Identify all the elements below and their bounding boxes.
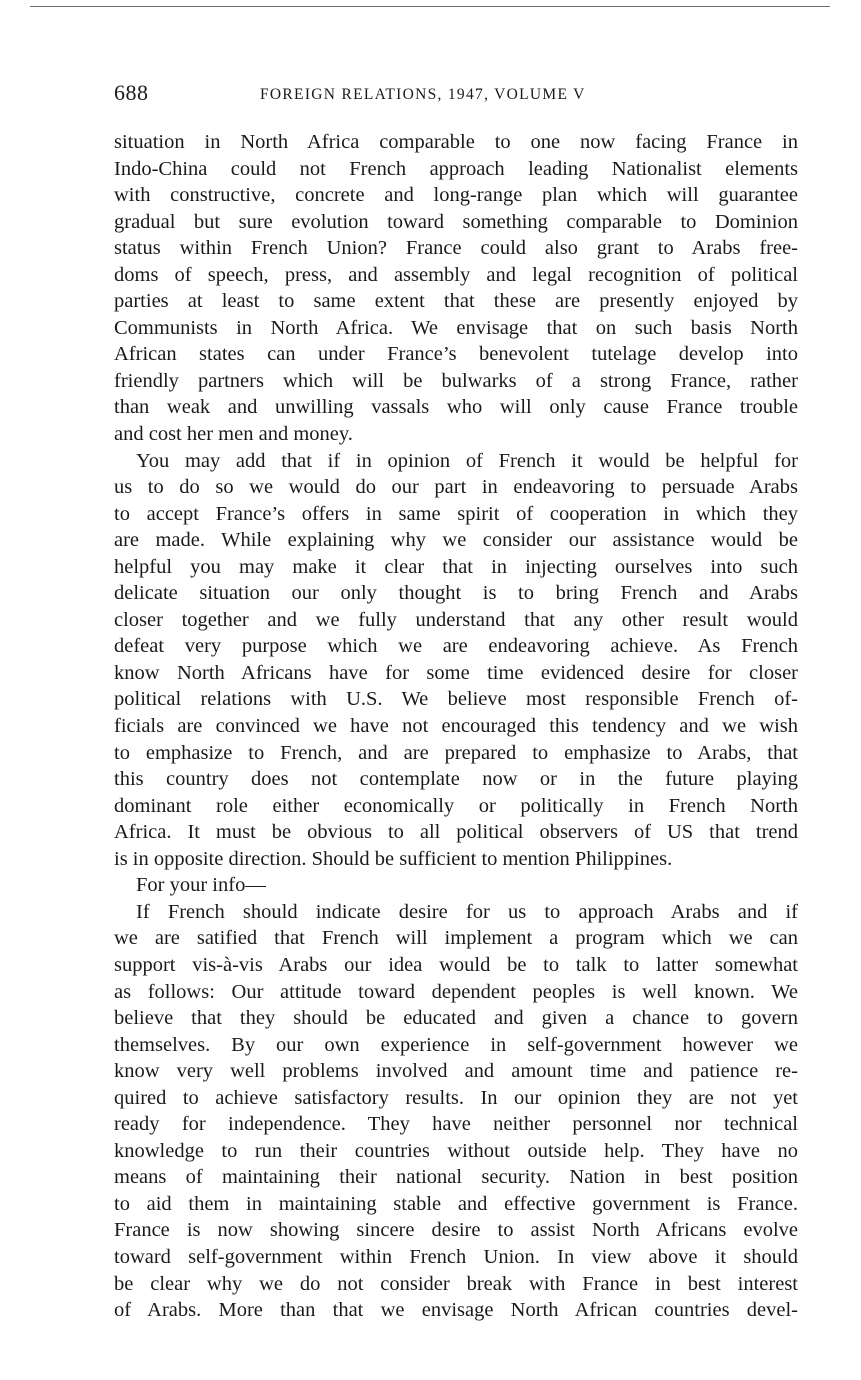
text-line: us to do so we would do our part in endeavoring to persuade Arabs	[114, 476, 798, 499]
text-line: as follows: Our attitude toward dependent peoples is well known. We	[114, 980, 798, 1003]
text-line: themselves. By our own experience in self-government however we	[114, 1033, 798, 1056]
text-line: Indo-China could not French approach leading Nationalist elements	[114, 157, 798, 180]
text-line: helpful you may make it clear that in injecting ourselves into such	[114, 555, 798, 578]
text-line: toward self-government within French Union. In view above it should	[114, 1245, 798, 1268]
top-rule	[30, 6, 830, 7]
text-line: political relations with U.S. We believe most responsible French of-	[114, 688, 798, 711]
text-line: means of maintaining their national security. Nation in best position	[114, 1166, 798, 1189]
text-line: to emphasize to French, and are prepared to emphasize to Arabs, that	[114, 741, 798, 764]
text-line: Communists in North Africa. We envisage that on such basis North	[114, 316, 798, 339]
page-number: 688	[114, 80, 149, 105]
text-line: believe that they should be educated and given a chance to govern	[114, 1007, 798, 1030]
text-line: African states can under France’s benevolent tutelage develop into	[114, 343, 798, 366]
text-line: friendly partners which will be bulwarks of a strong France, rather	[114, 369, 798, 392]
text-line: Africa. It must be obvious to all political observers of US that trend	[114, 821, 798, 844]
text-line: You may add that if in opinion of French it would be helpful for	[136, 449, 798, 472]
text-line: with constructive, concrete and long-range plan which will guarantee	[114, 184, 798, 207]
text-line: we are satified that French will implement a program which we can	[114, 927, 798, 950]
text-line: situation in North Africa comparable to one now facing France in	[114, 131, 798, 153]
text-line: are made. While explaining why we consider our assistance would be	[114, 529, 798, 552]
text-line: know North Africans have for some time evidenced desire for closer	[114, 661, 798, 684]
text-line: knowledge to run their countries without outside help. They have no	[114, 1139, 798, 1162]
page-header	[114, 80, 804, 112]
text-line: If French should indicate desire for us to approach Arabs and if	[136, 900, 798, 923]
text-line: than weak and unwilling vassals who will only cause France trouble	[114, 396, 798, 419]
text-line: and cost her men and money.	[114, 423, 353, 446]
running-head: FOREIGN RELATIONS, 1947, VOLUME V	[260, 86, 586, 103]
text-line: gradual but sure evolution toward something comparable to Dominion	[114, 210, 798, 233]
body-text	[114, 129, 798, 1324]
text-line: be clear why we do not consider break with France in best interest	[114, 1272, 798, 1295]
text-line: of Arabs. More than that we envisage North African countries devel-	[114, 1299, 798, 1322]
text-line: parties at least to same extent that these are presently enjoyed by	[114, 290, 798, 313]
text-line: closer together and we fully understand that any other result would	[114, 608, 798, 631]
text-line: doms of speech, press, and assembly and legal recognition of political	[114, 263, 798, 286]
text-line: dominant role either economically or politically in French North	[114, 794, 798, 817]
text-line: For your info—	[136, 874, 266, 897]
text-line: ready for independence. They have neither personnel nor technical	[114, 1113, 798, 1136]
text-line: quired to achieve satisfactory results. In our opinion they are not yet	[114, 1086, 798, 1109]
text-line: to accept France’s offers in same spirit of cooperation in which they	[114, 502, 798, 525]
text-line: know very well problems involved and amount time and patience re-	[114, 1060, 798, 1083]
text-line: this country does not contemplate now or in the future playing	[114, 768, 798, 791]
text-line: ficials are convinced we have not encouraged this tendency and we wish	[114, 715, 798, 738]
text-line: delicate situation our only thought is to bring French and Arabs	[114, 582, 798, 605]
text-line: support vis-à-vis Arabs our idea would be to talk to latter somewhat	[114, 953, 798, 976]
text-line: is in opposite direction. Should be sufficient to mention Philippines.	[114, 847, 673, 870]
text-line: status within French Union? France could also grant to Arabs free-	[114, 237, 798, 260]
text-line: to aid them in maintaining stable and effective government is France.	[114, 1192, 798, 1215]
text-line: France is now showing sincere desire to assist North Africans evolve	[114, 1219, 798, 1242]
text-line: defeat very purpose which we are endeavoring achieve. As French	[114, 635, 798, 658]
